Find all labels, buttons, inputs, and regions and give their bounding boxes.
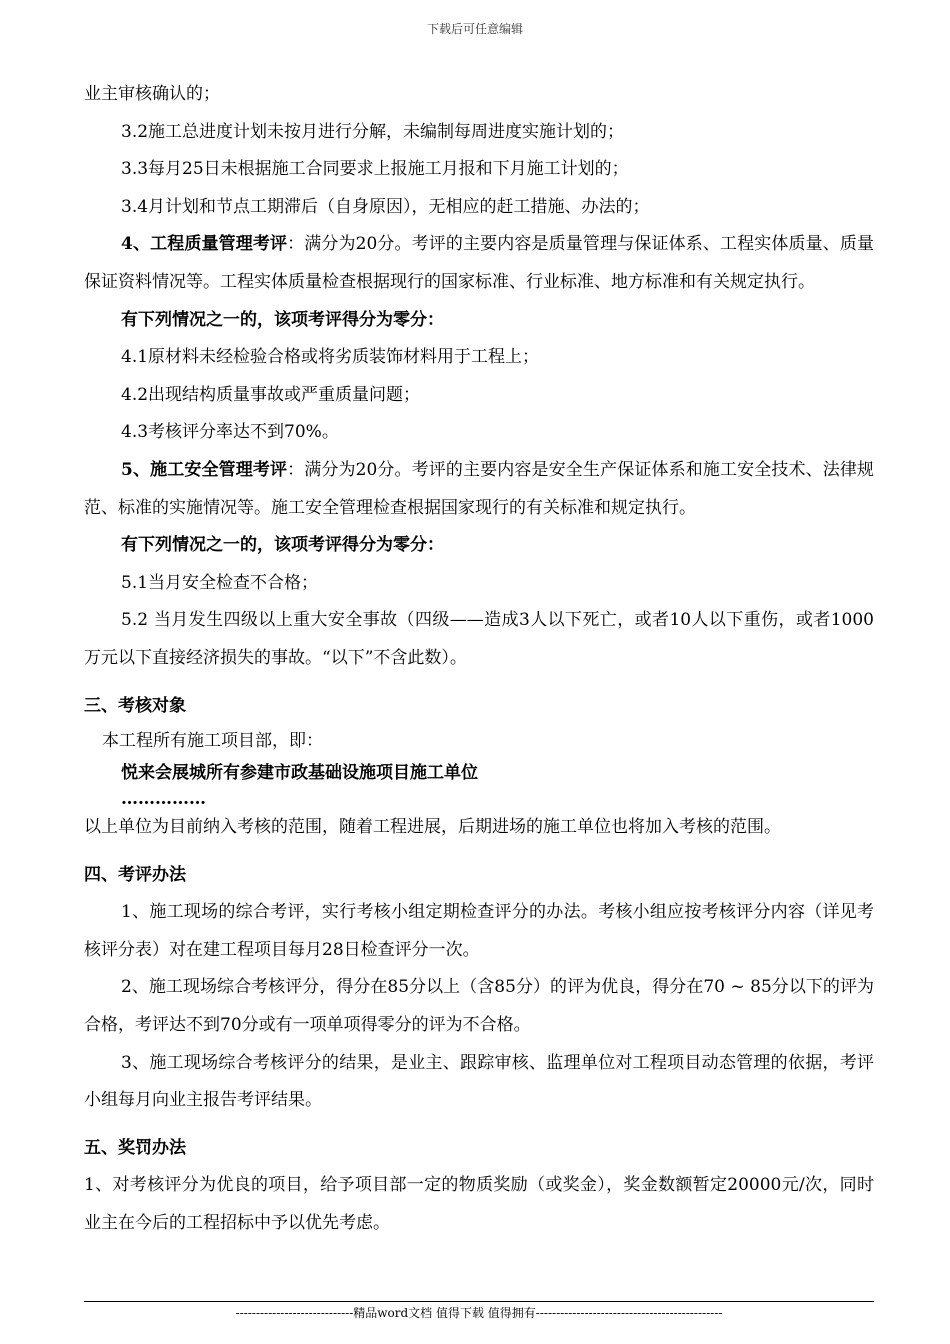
heading-section-5: 五、奖罚办法 [84, 1137, 186, 1158]
section-5-paragraph [84, 452, 874, 527]
clause-5-2-text: 5.2 当月发生四级以上重大安全事故（四级——造成3人以下死亡，或者10人以下重伤，或者1000万元以下直接经济损失的事故。“以下”不含此数）。 [84, 610, 874, 668]
reward-1: 1、对考核评分为优良的项目，给予项目部一定的物质奖励（或奖金），奖金数额暂定20000元/次，同时业主在今后的工程招标中予以优先考虑。 [84, 1175, 874, 1234]
target-intro: 本工程所有施工项目部，即： [102, 731, 323, 752]
zero-score-heading-5: 有下列情况之一的，该项考评得分为零分： [121, 535, 444, 556]
target-unit: 悦来会展城所有参建市政基础设施项目施工单位 [121, 763, 478, 784]
section-5-text: ：满分为20分。考评的主要内容是安全生产保证体系和施工安全技术、法律规范、标准的实施情况等。施工安全管理检查根据国家现行的有关标准和规定执行。 [84, 459, 874, 518]
paragraph: 业主审核确认的； [84, 84, 220, 104]
section-5-title: 5、施工安全管理考评 [121, 459, 288, 480]
method-3-text: 3、施工现场综合考核评分的结果，是业主、跟踪审核、监理单位对工程项目动态管理的依据，考评小组每月向业主报告考评结果。 [84, 1052, 874, 1111]
zero-score-heading-4: 有下列情况之一的，该项考评得分为零分： [121, 309, 444, 330]
method-3 [84, 1045, 874, 1120]
clause-4-3: 4.3考核评分率达不到70%。 [121, 422, 339, 443]
heading-section-3: 三、考核对象 [84, 695, 186, 716]
clause-4-2: 4.2出现结构质量事故或严重质量问题； [121, 384, 421, 405]
clause-4-1: 4.1原材料未经检验合格或将劣质装饰材料用于工程上； [121, 347, 540, 368]
method-1 [84, 894, 874, 969]
clause-3-2: 3.2施工总进度计划未按月进行分解，未编制每周进度实施计划的； [121, 121, 625, 142]
section-4-text: ：满分为20分。考评的主要内容是质量管理与保证体系、工程实体质量、质量保证资料情况等。工程实体质量检查根据现行的国家标准、行业标准、地方标准和有关规定执行。 [84, 234, 874, 292]
clause-3-4: 3.4月计划和节点工期滞后（自身原因），无相应的赶工措施、办法的； [121, 196, 650, 217]
clause-5-2 [84, 602, 874, 677]
document-body [84, 76, 874, 1243]
clause-3-3: 3.3每月25日未根据施工合同要求上报施工月报和下月施工计划的； [121, 159, 629, 180]
heading-section-4: 四、考评办法 [84, 864, 186, 885]
method-2-text: 2、施工现场综合考核评分，得分在85分以上（含85分）的评为优良，得分在70 ~ 85分以下的评为合格，考评达不到70分或有一项单项得零分的评为不合格。 [84, 977, 874, 1036]
section-4-title: 4、工程质量管理考评 [121, 234, 288, 255]
method-1-text: 1、施工现场的综合考评，实行考核小组定期检查评分的办法。考核小组应按考核评分内容（详见考核评分表）对在建工程项目每月28日检查评分一次。 [84, 902, 874, 960]
method-2 [84, 969, 874, 1044]
page-header: 下载后可任意编辑 [426, 22, 523, 36]
page-footer: -----------------------------精品word文档 值得下载 值得拥有---------------------------------------------- [84, 1301, 874, 1321]
ellipsis-line: …………… [121, 789, 206, 810]
section-4-paragraph [84, 226, 874, 301]
scope-note: 以上单位为目前纳入考核的范围，随着工程进展，后期进场的施工单位也将加入考核的范围。 [84, 817, 781, 838]
clause-5-1: 5.1当月安全检查不合格； [121, 572, 319, 593]
